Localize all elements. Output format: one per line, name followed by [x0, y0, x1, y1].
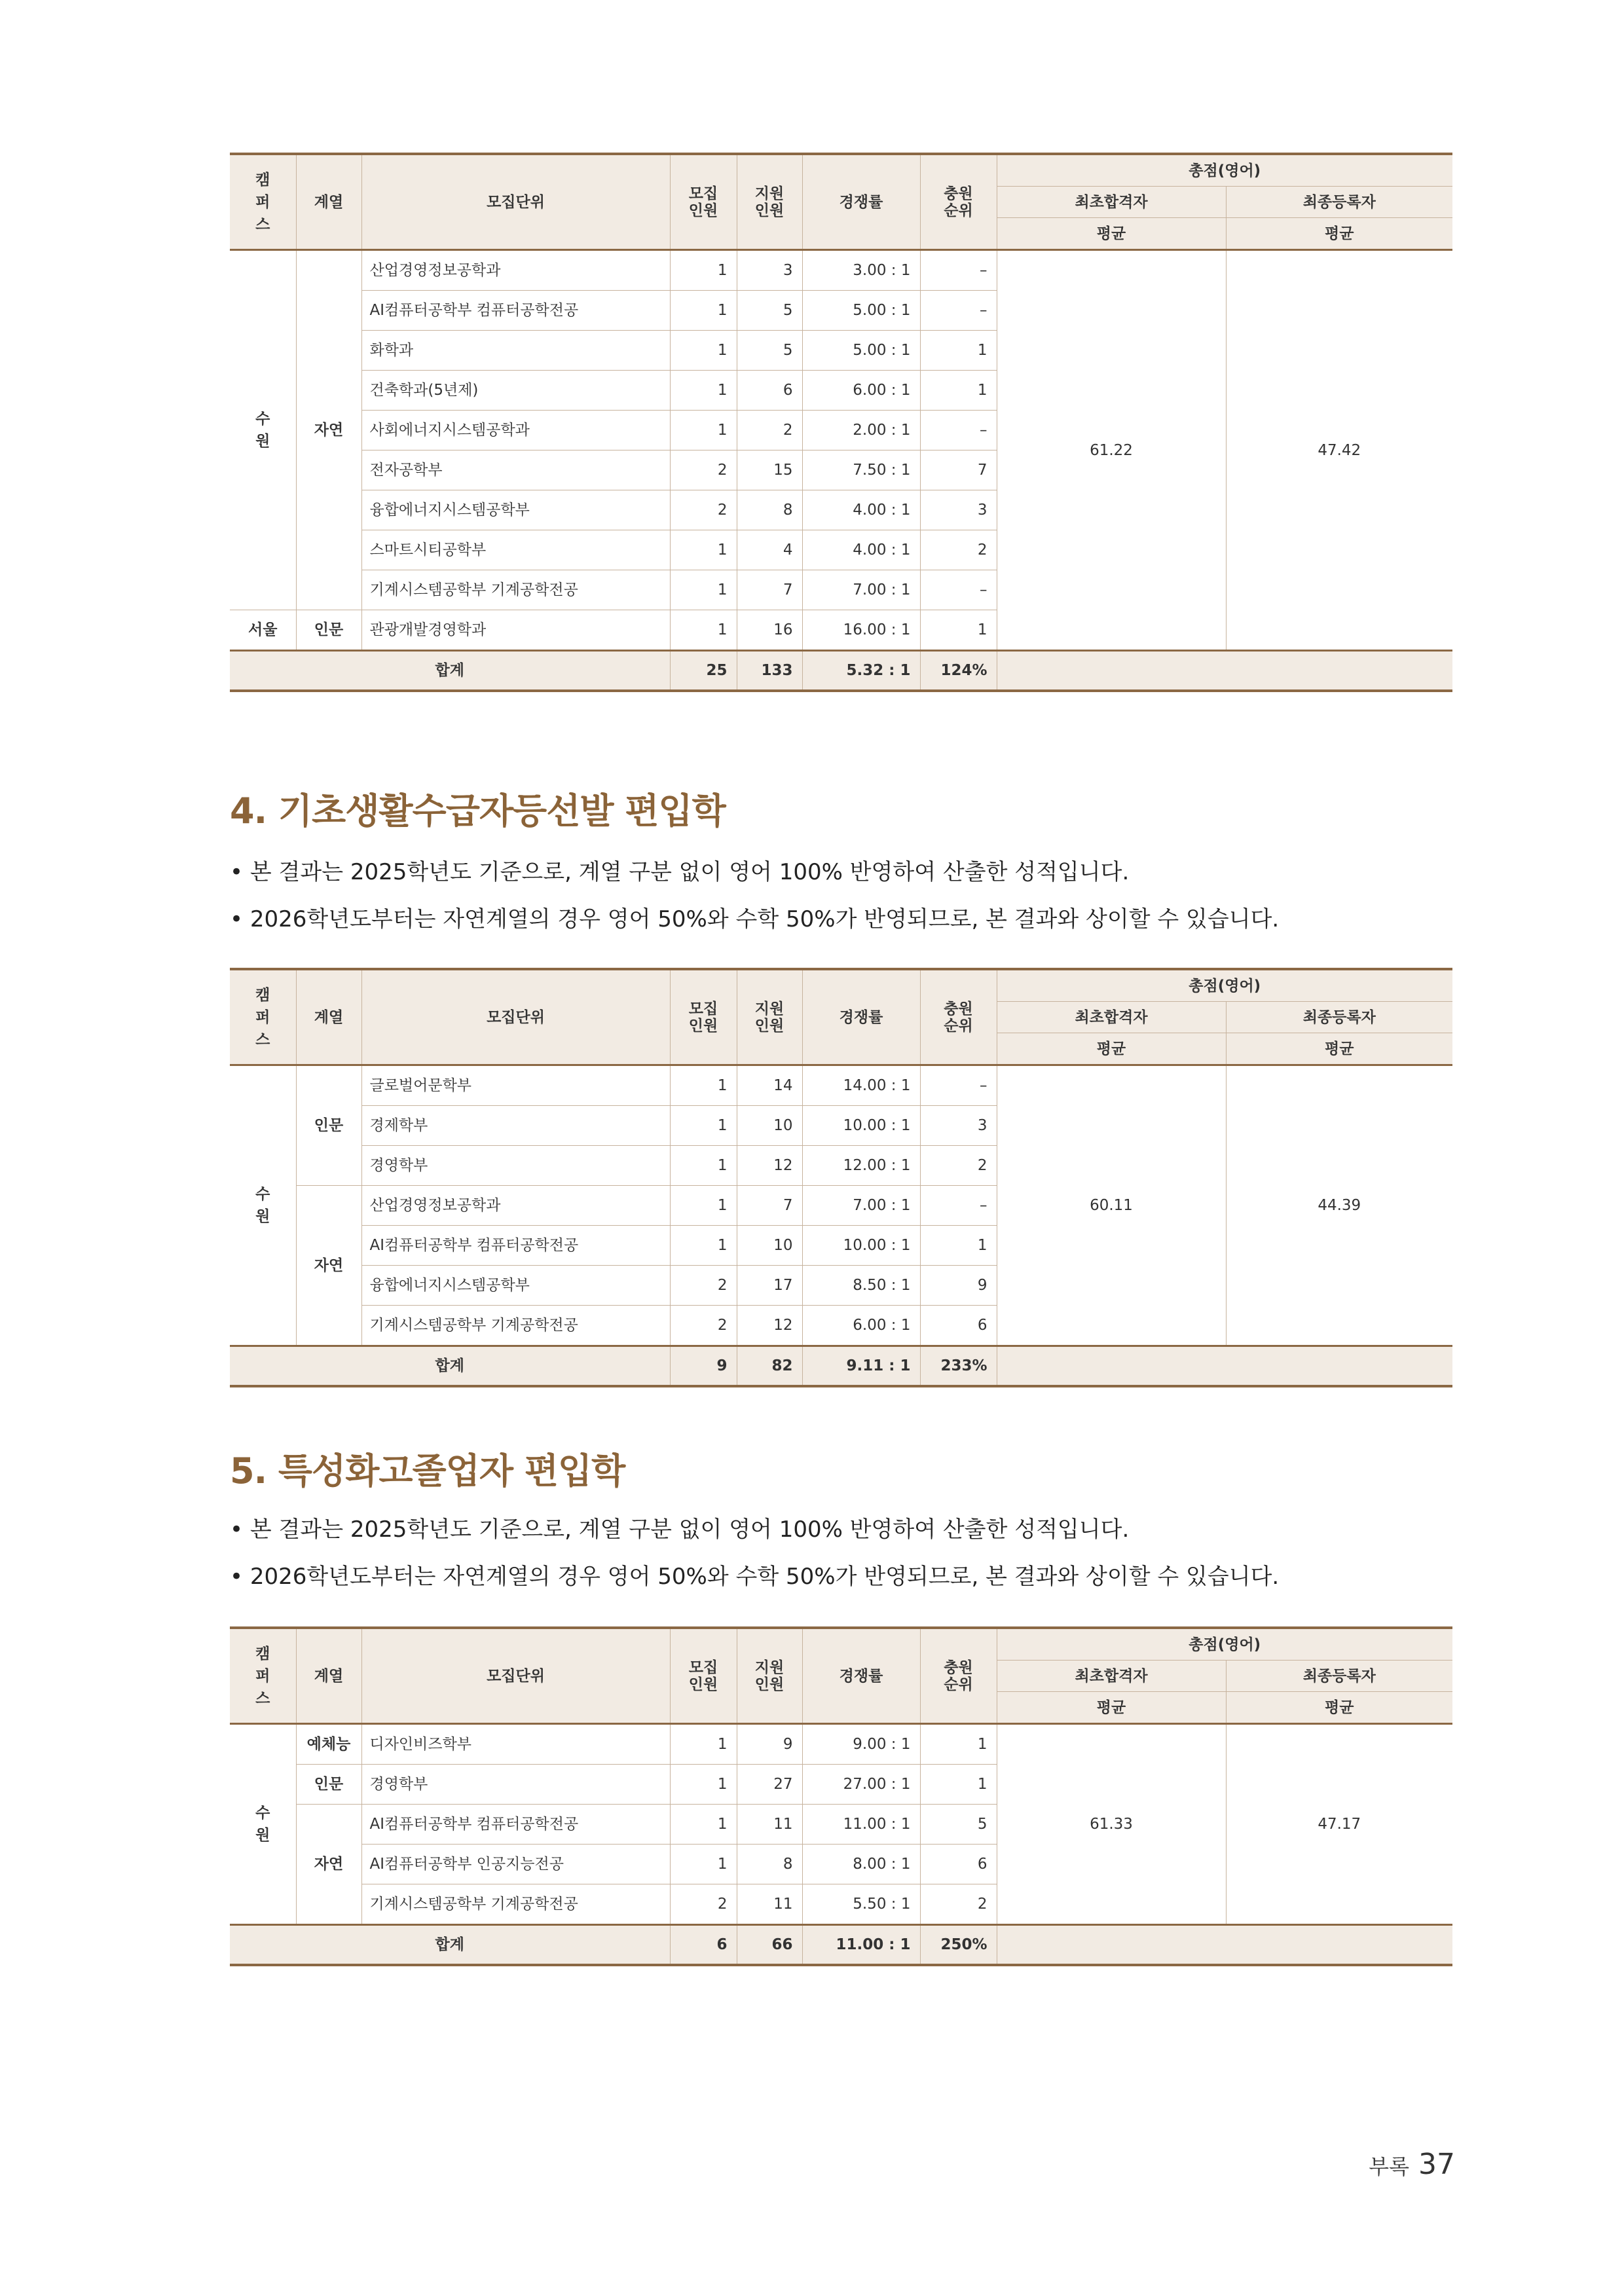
- applicants-cell: 15: [737, 450, 802, 490]
- ratio-cell: 4.00 : 1: [802, 530, 920, 570]
- division-cell: 자연: [296, 1186, 361, 1346]
- division-cell: 인문: [296, 610, 361, 651]
- note-item: • 본 결과는 2025학년도 기준으로, 계열 구분 없이 영어 100% 반영하여 산출한 성적입니다.: [230, 1506, 1279, 1553]
- rank-cell: –: [920, 1186, 997, 1226]
- section-5-notes: [230, 1506, 1279, 1600]
- header-campus: 캠 퍼 스: [230, 969, 296, 1065]
- campus-cell: 수 원: [230, 250, 296, 610]
- ratio-cell: 3.00 : 1: [802, 250, 920, 291]
- rank-cell: –: [920, 1065, 997, 1106]
- rank-cell: –: [920, 570, 997, 610]
- unit-cell: 사회에너지시스템공학과: [361, 411, 670, 450]
- rank-cell: 1: [920, 1724, 997, 1765]
- campus-cell: 수 원: [230, 1065, 296, 1346]
- rank-cell: –: [920, 291, 997, 331]
- quota-cell: 1: [670, 1765, 737, 1805]
- division-cell: 자연: [296, 1805, 361, 1925]
- final-avg-cell: 44.39: [1226, 1065, 1452, 1346]
- quota-cell: 1: [670, 570, 737, 610]
- applicants-cell: 7: [737, 570, 802, 610]
- total-label: 합계: [230, 1925, 670, 1966]
- applicants-cell: 2: [737, 411, 802, 450]
- applicants-cell: 5: [737, 291, 802, 331]
- rank-cell: 1: [920, 371, 997, 411]
- header-campus: 캠 퍼 스: [230, 1628, 296, 1724]
- header-score-group: 총점(영어): [997, 1628, 1452, 1661]
- applicants-cell: 6: [737, 371, 802, 411]
- header-ratio: 경쟁률: [802, 1628, 920, 1724]
- ratio-cell: 14.00 : 1: [802, 1065, 920, 1106]
- ratio-cell: 10.00 : 1: [802, 1106, 920, 1146]
- applicants-cell: 3: [737, 250, 802, 291]
- applicants-cell: 8: [737, 490, 802, 530]
- quota-cell: 1: [670, 1805, 737, 1845]
- first-avg-cell: 61.33: [997, 1724, 1226, 1925]
- results-table-2: [230, 968, 1452, 1387]
- unit-cell: 경영학부: [361, 1146, 670, 1186]
- unit-cell: AI컴퓨터공학부 컴퓨터공학전공: [361, 291, 670, 331]
- ratio-cell: 9.00 : 1: [802, 1724, 920, 1765]
- header-first-pass: 최초합격자: [997, 187, 1226, 218]
- total-empty: [997, 651, 1452, 691]
- quota-cell: 2: [670, 1266, 737, 1306]
- unit-cell: 관광개발경영학과: [361, 610, 670, 651]
- unit-cell: 화학과: [361, 331, 670, 371]
- rank-cell: 9: [920, 1266, 997, 1306]
- quota-cell: 1: [670, 291, 737, 331]
- total-rank: 250%: [920, 1925, 997, 1966]
- page-number: 37: [1418, 2148, 1455, 2181]
- unit-cell: 산업경영정보공학과: [361, 250, 670, 291]
- results-table-3: [230, 1626, 1452, 1966]
- total-empty: [997, 1925, 1452, 1966]
- quota-cell: 1: [670, 1106, 737, 1146]
- quota-cell: 1: [670, 371, 737, 411]
- header-applicants: 지원 인원: [737, 154, 802, 250]
- total-rank: 233%: [920, 1346, 997, 1387]
- quota-cell: 1: [670, 411, 737, 450]
- ratio-cell: 8.00 : 1: [802, 1845, 920, 1884]
- total-quota: 6: [670, 1925, 737, 1966]
- division-cell: 자연: [296, 250, 361, 610]
- rank-cell: 1: [920, 331, 997, 371]
- ratio-cell: 6.00 : 1: [802, 1306, 920, 1346]
- section-5-title: 5. 특성화고졸업자 편입학: [230, 1450, 625, 1492]
- header-applicants: 지원 인원: [737, 969, 802, 1065]
- total-applicants: 66: [737, 1925, 802, 1966]
- header-first-pass: 최초합격자: [997, 1661, 1226, 1692]
- total-empty: [997, 1346, 1452, 1387]
- header-waitlist: 충원 순위: [920, 1628, 997, 1724]
- table-row: [230, 1065, 1452, 1106]
- header-quota: 모집 인원: [670, 1628, 737, 1724]
- total-row: [230, 1346, 1452, 1387]
- rank-cell: 2: [920, 1884, 997, 1925]
- quota-cell: 1: [670, 250, 737, 291]
- applicants-cell: 8: [737, 1845, 802, 1884]
- unit-cell: 기계시스템공학부 기계공학전공: [361, 1884, 670, 1925]
- ratio-cell: 8.50 : 1: [802, 1266, 920, 1306]
- unit-cell: 경제학부: [361, 1106, 670, 1146]
- unit-cell: 융합에너지시스템공학부: [361, 1266, 670, 1306]
- rank-cell: 5: [920, 1805, 997, 1845]
- unit-cell: AI컴퓨터공학부 컴퓨터공학전공: [361, 1805, 670, 1845]
- total-quota: 25: [670, 651, 737, 691]
- unit-cell: 융합에너지시스템공학부: [361, 490, 670, 530]
- header-quota: 모집 인원: [670, 154, 737, 250]
- rank-cell: 1: [920, 1226, 997, 1266]
- ratio-cell: 11.00 : 1: [802, 1805, 920, 1845]
- header-first-avg: 평균: [997, 1692, 1226, 1724]
- header-unit: 모집단위: [361, 154, 670, 250]
- first-avg-cell: 60.11: [997, 1065, 1226, 1346]
- campus-cell: 서울: [230, 610, 296, 651]
- footer-label: 부록: [1369, 2154, 1409, 2179]
- header-final-reg: 최종등록자: [1226, 1661, 1452, 1692]
- applicants-cell: 11: [737, 1884, 802, 1925]
- rank-cell: 7: [920, 450, 997, 490]
- header-division: 계열: [296, 1628, 361, 1724]
- unit-cell: 경영학부: [361, 1765, 670, 1805]
- applicants-cell: 16: [737, 610, 802, 651]
- section-4-notes: [230, 849, 1279, 943]
- unit-cell: 산업경영정보공학과: [361, 1186, 670, 1226]
- total-ratio: 9.11 : 1: [802, 1346, 920, 1387]
- applicants-cell: 5: [737, 331, 802, 371]
- unit-cell: 스마트시티공학부: [361, 530, 670, 570]
- ratio-cell: 5.00 : 1: [802, 291, 920, 331]
- rank-cell: 1: [920, 1765, 997, 1805]
- division-cell: 인문: [296, 1065, 361, 1186]
- ratio-cell: 4.00 : 1: [802, 490, 920, 530]
- ratio-cell: 7.50 : 1: [802, 450, 920, 490]
- rank-cell: 2: [920, 1146, 997, 1186]
- total-applicants: 133: [737, 651, 802, 691]
- quota-cell: 2: [670, 1884, 737, 1925]
- quota-cell: 1: [670, 331, 737, 371]
- rank-cell: –: [920, 411, 997, 450]
- total-ratio: 11.00 : 1: [802, 1925, 920, 1966]
- quota-cell: 1: [670, 530, 737, 570]
- applicants-cell: 11: [737, 1805, 802, 1845]
- table-row: [230, 250, 1452, 291]
- section-4-title: 4. 기초생활수급자등선발 편입학: [230, 790, 726, 832]
- header-unit: 모집단위: [361, 1628, 670, 1724]
- applicants-cell: 4: [737, 530, 802, 570]
- ratio-cell: 2.00 : 1: [802, 411, 920, 450]
- total-quota: 9: [670, 1346, 737, 1387]
- note-item: • 2026학년도부터는 자연계열의 경우 영어 50%와 수학 50%가 반영되므로, 본 결과와 상이할 수 있습니다.: [230, 896, 1279, 943]
- header-final-avg: 평균: [1226, 218, 1452, 250]
- header-final-avg: 평균: [1226, 1692, 1452, 1724]
- unit-cell: 기계시스템공학부 기계공학전공: [361, 570, 670, 610]
- unit-cell: 기계시스템공학부 기계공학전공: [361, 1306, 670, 1346]
- quota-cell: 1: [670, 1845, 737, 1884]
- total-applicants: 82: [737, 1346, 802, 1387]
- header-waitlist: 충원 순위: [920, 969, 997, 1065]
- note-item: • 2026학년도부터는 자연계열의 경우 영어 50%와 수학 50%가 반영되므로, 본 결과와 상이할 수 있습니다.: [230, 1553, 1279, 1600]
- applicants-cell: 12: [737, 1146, 802, 1186]
- total-label: 합계: [230, 651, 670, 691]
- rank-cell: 3: [920, 1106, 997, 1146]
- header-score-group: 총점(영어): [997, 969, 1452, 1002]
- rank-cell: 6: [920, 1306, 997, 1346]
- header-applicants: 지원 인원: [737, 1628, 802, 1724]
- rank-cell: 3: [920, 490, 997, 530]
- table-row: [230, 1724, 1452, 1765]
- division-cell: 예체능: [296, 1724, 361, 1765]
- applicants-cell: 10: [737, 1106, 802, 1146]
- division-cell: 인문: [296, 1765, 361, 1805]
- ratio-cell: 7.00 : 1: [802, 570, 920, 610]
- applicants-cell: 10: [737, 1226, 802, 1266]
- total-ratio: 5.32 : 1: [802, 651, 920, 691]
- total-label: 합계: [230, 1346, 670, 1387]
- applicants-cell: 12: [737, 1306, 802, 1346]
- header-quota: 모집 인원: [670, 969, 737, 1065]
- rank-cell: –: [920, 250, 997, 291]
- unit-cell: 전자공학부: [361, 450, 670, 490]
- header-division: 계열: [296, 154, 361, 250]
- unit-cell: AI컴퓨터공학부 컴퓨터공학전공: [361, 1226, 670, 1266]
- applicants-cell: 17: [737, 1266, 802, 1306]
- rank-cell: 2: [920, 530, 997, 570]
- ratio-cell: 10.00 : 1: [802, 1226, 920, 1266]
- applicants-cell: 14: [737, 1065, 802, 1106]
- total-row: [230, 651, 1452, 691]
- campus-cell: 수 원: [230, 1724, 296, 1925]
- header-final-reg: 최종등록자: [1226, 187, 1452, 218]
- rank-cell: 6: [920, 1845, 997, 1884]
- note-item: • 본 결과는 2025학년도 기준으로, 계열 구분 없이 영어 100% 반영하여 산출한 성적입니다.: [230, 849, 1279, 896]
- unit-cell: 글로벌어문학부: [361, 1065, 670, 1106]
- applicants-cell: 9: [737, 1724, 802, 1765]
- quota-cell: 1: [670, 1226, 737, 1266]
- final-avg-cell: 47.17: [1226, 1724, 1452, 1925]
- quota-cell: 1: [670, 1146, 737, 1186]
- ratio-cell: 27.00 : 1: [802, 1765, 920, 1805]
- total-rank: 124%: [920, 651, 997, 691]
- quota-cell: 2: [670, 1306, 737, 1346]
- header-waitlist: 충원 순위: [920, 154, 997, 250]
- unit-cell: 건축학과(5년제): [361, 371, 670, 411]
- rank-cell: 1: [920, 610, 997, 651]
- quota-cell: 1: [670, 1065, 737, 1106]
- ratio-cell: 6.00 : 1: [802, 371, 920, 411]
- ratio-cell: 7.00 : 1: [802, 1186, 920, 1226]
- quota-cell: 2: [670, 450, 737, 490]
- first-avg-cell: 61.22: [997, 250, 1226, 651]
- header-first-avg: 평균: [997, 218, 1226, 250]
- header-unit: 모집단위: [361, 969, 670, 1065]
- quota-cell: 2: [670, 490, 737, 530]
- quota-cell: 1: [670, 1724, 737, 1765]
- results-table-1: [230, 153, 1452, 692]
- header-first-pass: 최초합격자: [997, 1002, 1226, 1033]
- header-score-group: 총점(영어): [997, 154, 1452, 187]
- ratio-cell: 16.00 : 1: [802, 610, 920, 651]
- ratio-cell: 5.00 : 1: [802, 331, 920, 371]
- applicants-cell: 27: [737, 1765, 802, 1805]
- header-final-avg: 평균: [1226, 1033, 1452, 1065]
- ratio-cell: 12.00 : 1: [802, 1146, 920, 1186]
- ratio-cell: 5.50 : 1: [802, 1884, 920, 1925]
- unit-cell: 디자인비즈학부: [361, 1724, 670, 1765]
- total-row: [230, 1925, 1452, 1966]
- header-first-avg: 평균: [997, 1033, 1226, 1065]
- header-final-reg: 최종등록자: [1226, 1002, 1452, 1033]
- header-ratio: 경쟁률: [802, 154, 920, 250]
- applicants-cell: 7: [737, 1186, 802, 1226]
- page-footer: [1369, 2148, 1455, 2181]
- header-division: 계열: [296, 969, 361, 1065]
- unit-cell: AI컴퓨터공학부 인공지능전공: [361, 1845, 670, 1884]
- final-avg-cell: 47.42: [1226, 250, 1452, 651]
- header-campus: 캠 퍼 스: [230, 154, 296, 250]
- header-ratio: 경쟁률: [802, 969, 920, 1065]
- quota-cell: 1: [670, 1186, 737, 1226]
- quota-cell: 1: [670, 610, 737, 651]
